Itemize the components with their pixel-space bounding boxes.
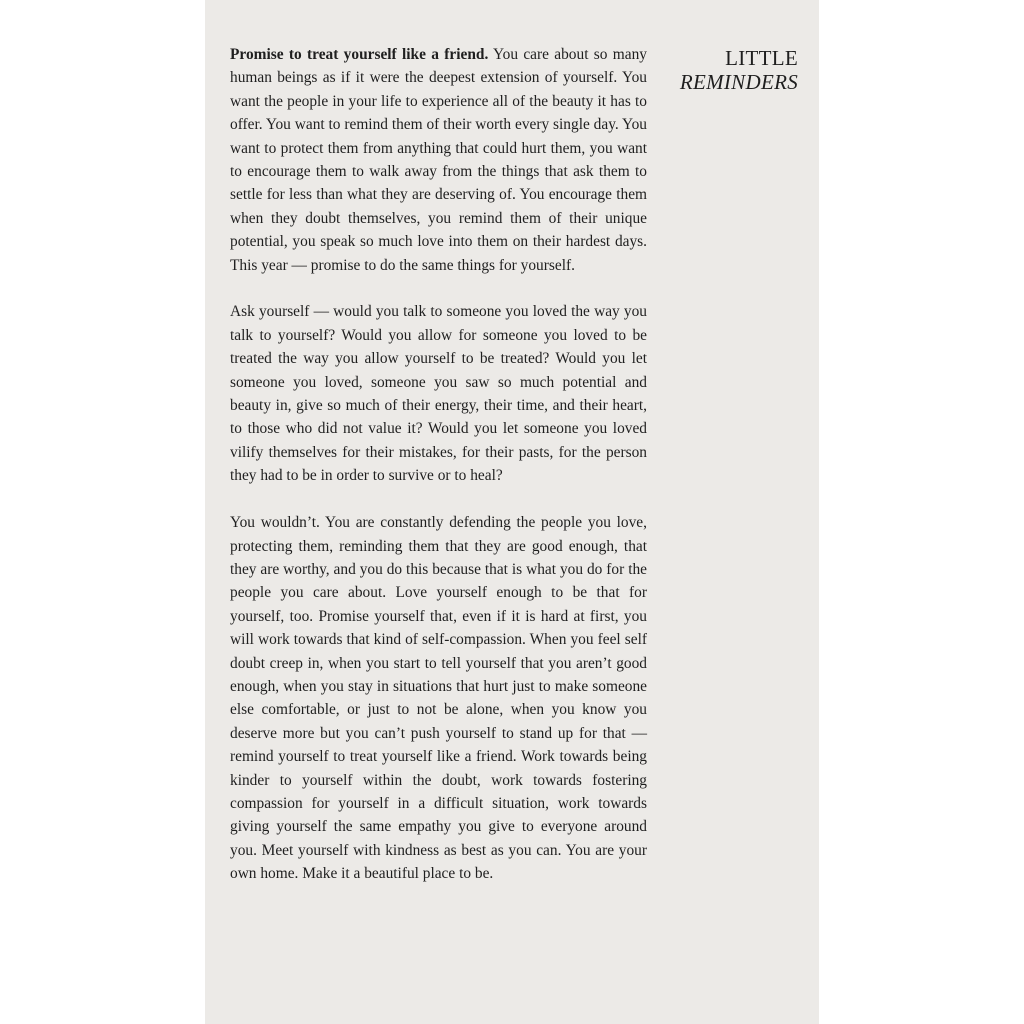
page: [205, 0, 819, 1024]
section-header: [680, 46, 798, 94]
paragraph-3: You wouldn’t. You are constantly defending the people you love, protecting them, reminding them that they are good enough, that they are worthy, and you do this because that is what you do for the people you care about. Love yourself enough to be that for yourself, too. Promise yourself that, even if it is hard at first, you will work towards that kind of self-compassion. When you feel self doubt creep in, when you start to tell yourself that you aren’t good enough, when you stay in situations that hurt just to make someone else comfortable, or just to not be alone, when you know you deserve more but you can’t push yourself to stand up for that — remind yourself to treat yourself like a friend. Work towards being kinder to yourself within the doubt, work towards fostering compassion for yourself in a difficult situation, work towards giving yourself the same empathy you give to everyone around you. Meet yourself with kindness as best as you can. You are your own home. Make it a beautiful place to be.: [230, 514, 647, 883]
paragraph-lead: Promise to treat yourself like a friend.: [230, 46, 489, 63]
header-line-1: LITTLE: [725, 46, 798, 70]
header-line-2: REMINDERS: [679, 70, 798, 94]
paragraph-1: [230, 43, 647, 277]
paragraph-2: Ask yourself — would you talk to someone you loved the way you talk to yourself? Would you allow for someone you loved to be treated the way you allow yourself to be treated? Would you let someone you loved, someone you saw so much potential and beauty in, give so much of their energy, their time, and their heart, to those who did not value it? Would you let someone you loved vilify themselves for their mistakes, for their pasts, for the person they had to be in order to survive or to heal?: [230, 303, 647, 485]
paragraph-1-text: You care about so many human beings as if it were the deepest extension of yourself. You want the people in your life to experience all of the beauty it has to offer. You want to remind them of their worth every single day. You want to protect them from anything that could hurt them, you want to encourage them to walk away from the things that ask them to settle for less than what they are deserving of. You encourage them when they doubt themselves, you remind them of their unique potential, you speak so much love into them on their hardest days. This year — promise to do the same things for yourself.: [230, 46, 647, 274]
body-text: [230, 43, 647, 886]
